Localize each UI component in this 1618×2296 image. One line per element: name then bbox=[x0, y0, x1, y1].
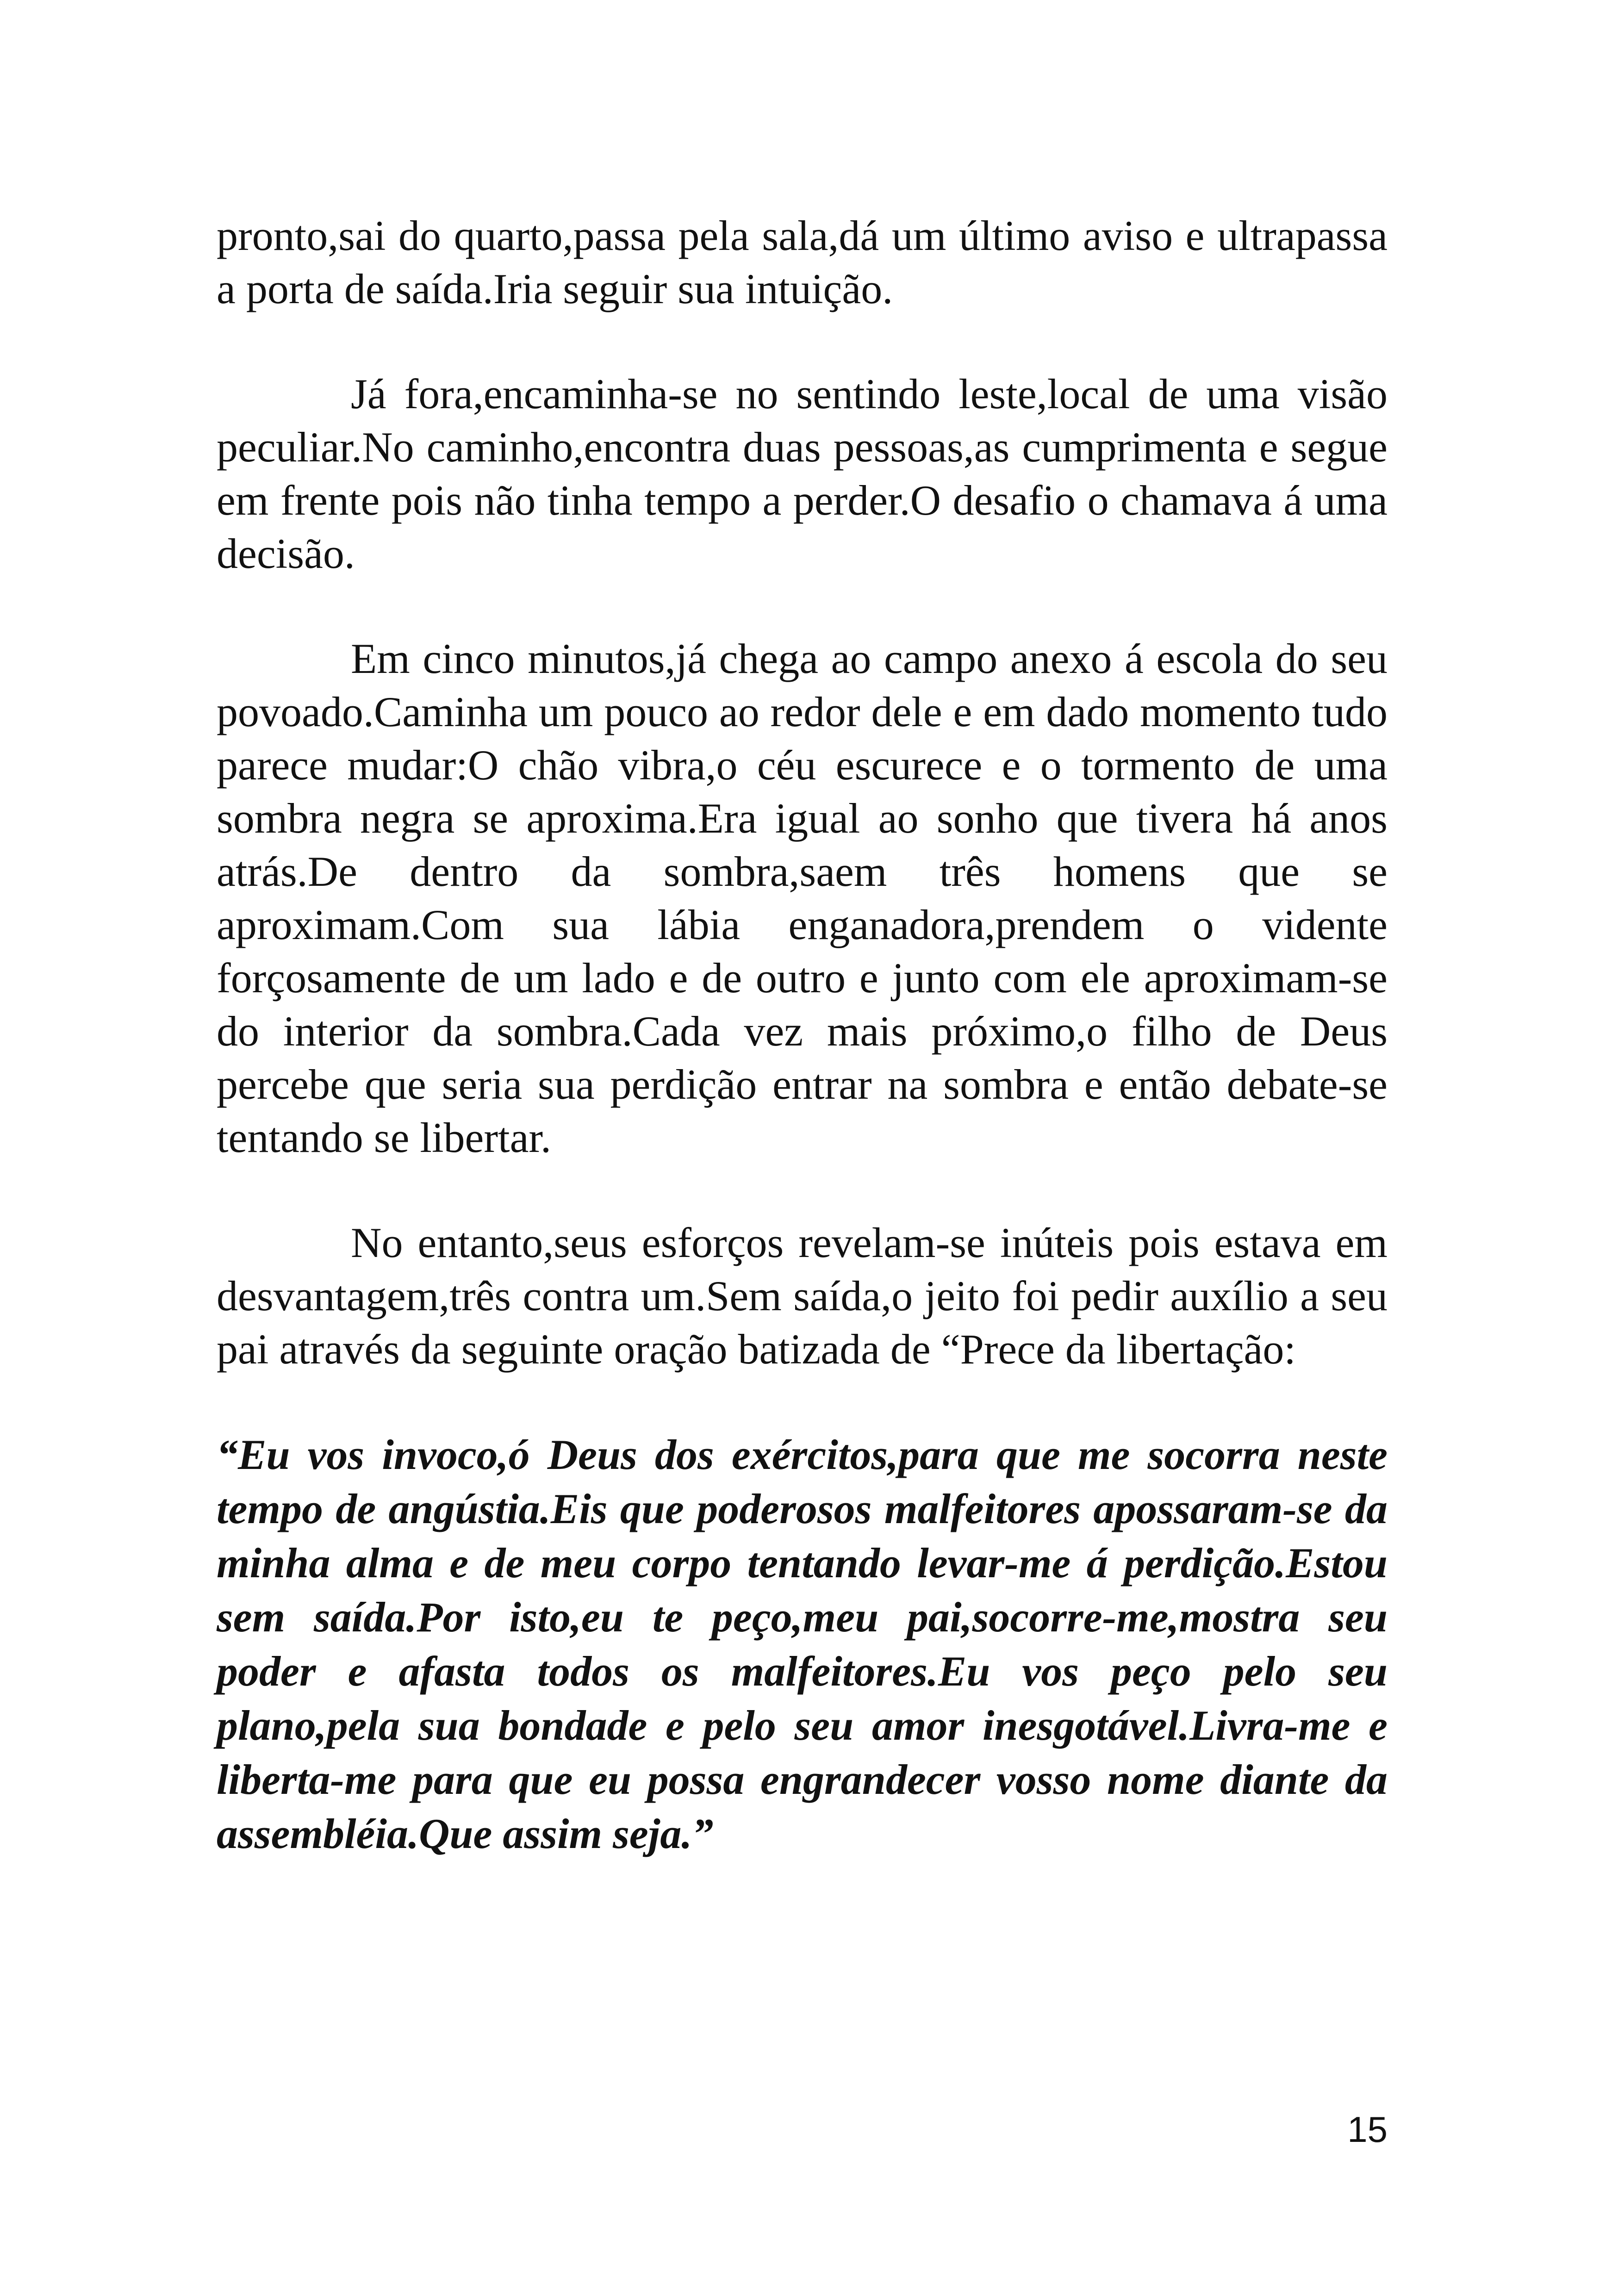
prayer-text: “Eu vos invoco,ó Deus dos exércitos,para que me socorra neste tempo de angústia.Eis que poderosos malfeitores apossaram-se da minha alma e de meu corpo tentando levar-me á perdição.Estou sem saída.Por isto,eu te peço,meu pai,socorre-me,mostra seu poder e afasta todos os malfeitores.Eu vos peço pelo seu plano,pela sua bondade e pelo seu amor inesgotável.Livra-me e liberta-me para que eu possa engrandecer vosso nome diante da assembléia.Que assim seja.” bbox=[217, 1431, 1388, 1857]
paragraph-struggle: No entanto,seus esforços revelam-se inúteis pois estava em desvantagem,três contra um.Sem saída,o jeito foi pedir auxílio a seu pai através da seguinte oração batizada de “Prece da libertação: bbox=[217, 1219, 1388, 1373]
paragraph-shadow: Em cinco minutos,já chega ao campo anexo á escola do seu povoado.Caminha um pouco ao redor dele e em dado momento tudo parece mudar:O chão vibra,o céu escurece e o tormento de uma sombra negra se aproxima.Era igual ao sonho que tivera há anos atrás.De dentro da sombra,saem três homens que se aproximam.Com sua lábia enganadora,prendem o vidente forçosamente de um lado e de outro e junto com ele aproximam-se do interior da sombra.Cada vez mais próximo,o filho de Deus percebe que seria sua perdição entrar na sombra e então debate-se tentando se libertar. bbox=[217, 635, 1388, 1161]
paragraph-continuation: pronto,sai do quarto,passa pela sala,dá um último aviso e ultrapassa a porta de saída.Iria seguir sua intuição. bbox=[217, 212, 1388, 312]
body-text bbox=[217, 209, 1388, 1861]
paragraph-departure: Já fora,encaminha-se no sentindo leste,local de uma visão peculiar.No caminho,encontra duas pessoas,as cumprimenta e segue em frente pois não tinha tempo a perder.O desafio o chamava á uma decisão. bbox=[217, 370, 1388, 577]
page-number: 15 bbox=[1347, 2109, 1388, 2150]
